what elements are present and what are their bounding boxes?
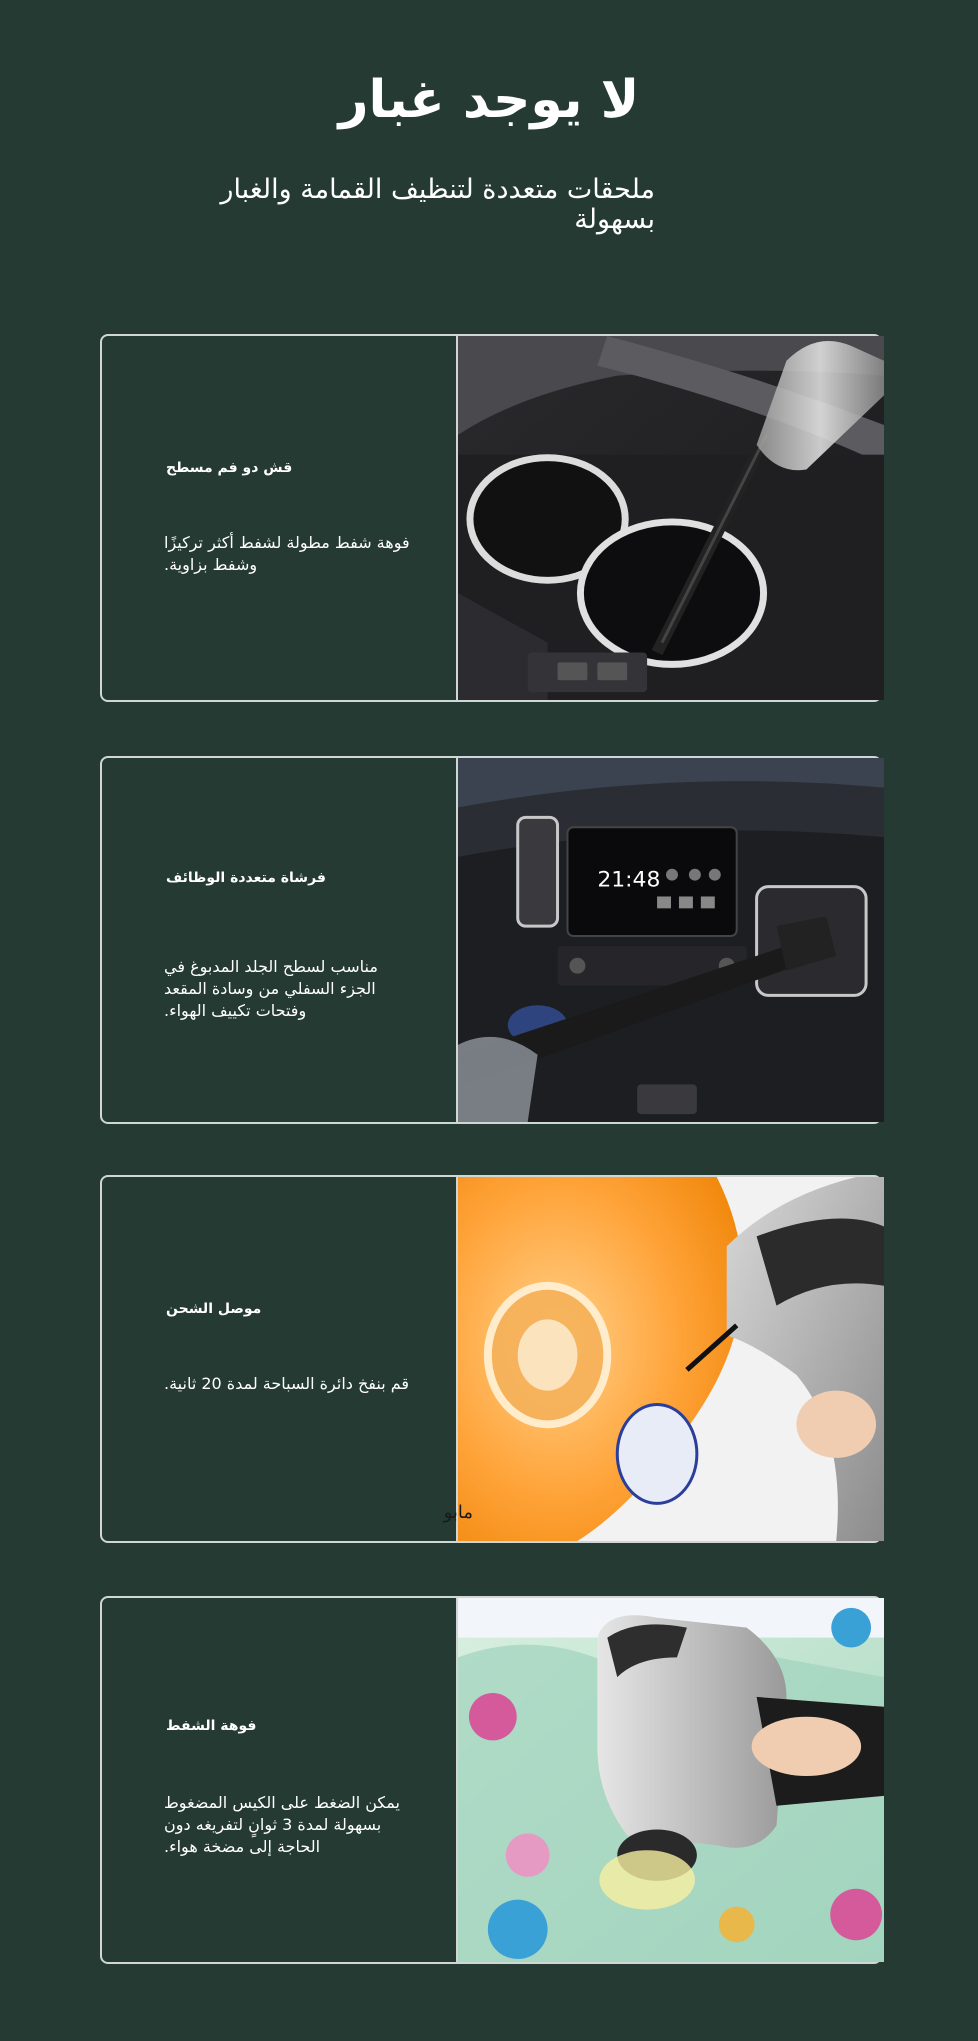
feature-card-multi-brush	[100, 756, 882, 1124]
feature-description: قم بنفخ دائرة السباحة لمدة 20 ثانية.	[164, 1374, 410, 1393]
feature-heading: موصل الشحن	[166, 1301, 262, 1317]
feature-heading: فرشاة متعددة الوظائف	[166, 870, 326, 886]
feature-text-panel	[102, 758, 456, 1122]
feature-heading: فوهة الشفط	[166, 1718, 257, 1734]
dashboard-screen-time: 21:48	[597, 867, 661, 893]
feature-card-suction-nozzle	[100, 1596, 882, 1964]
feature-text-panel	[102, 1177, 456, 1541]
vacuum-storage-bag-photo	[456, 1598, 884, 1962]
hero-subtitle: ملحقات متعددة لتنظيف القمامة والغبار بسهولة	[220, 174, 655, 235]
feature-description: فوهة شفط مطولة لشفط أكثر تركيزًا وشفط بزاوية.	[164, 533, 410, 574]
feature-heading: قش دو فم مسطح	[166, 460, 293, 476]
feature-text-panel	[102, 1598, 456, 1962]
swim-ring-label: مابو	[443, 1502, 473, 1524]
car-dashboard-vent-brush-photo	[456, 758, 884, 1122]
feature-text-panel	[102, 336, 456, 700]
feature-card-flat-nozzle	[100, 334, 882, 702]
car-cupholder-vacuum-photo	[456, 336, 884, 700]
feature-description: يمكن الضغط على الكيس المضغوط بسهولة لمدة 3 ثوانٍ لتفريغه دون الحاجة إلى مضخة هواء.	[164, 1793, 400, 1856]
feature-card-charging-connector	[100, 1175, 882, 1543]
hero-title: لا يوجد غبار	[338, 70, 640, 130]
feature-description: مناسب لسطح الجلد المدبوغ في الجزء السفلي من وسادة المقعد وفتحات تكييف الهواء.	[164, 957, 378, 1020]
inflating-swim-ring-photo	[443, 1177, 884, 1541]
